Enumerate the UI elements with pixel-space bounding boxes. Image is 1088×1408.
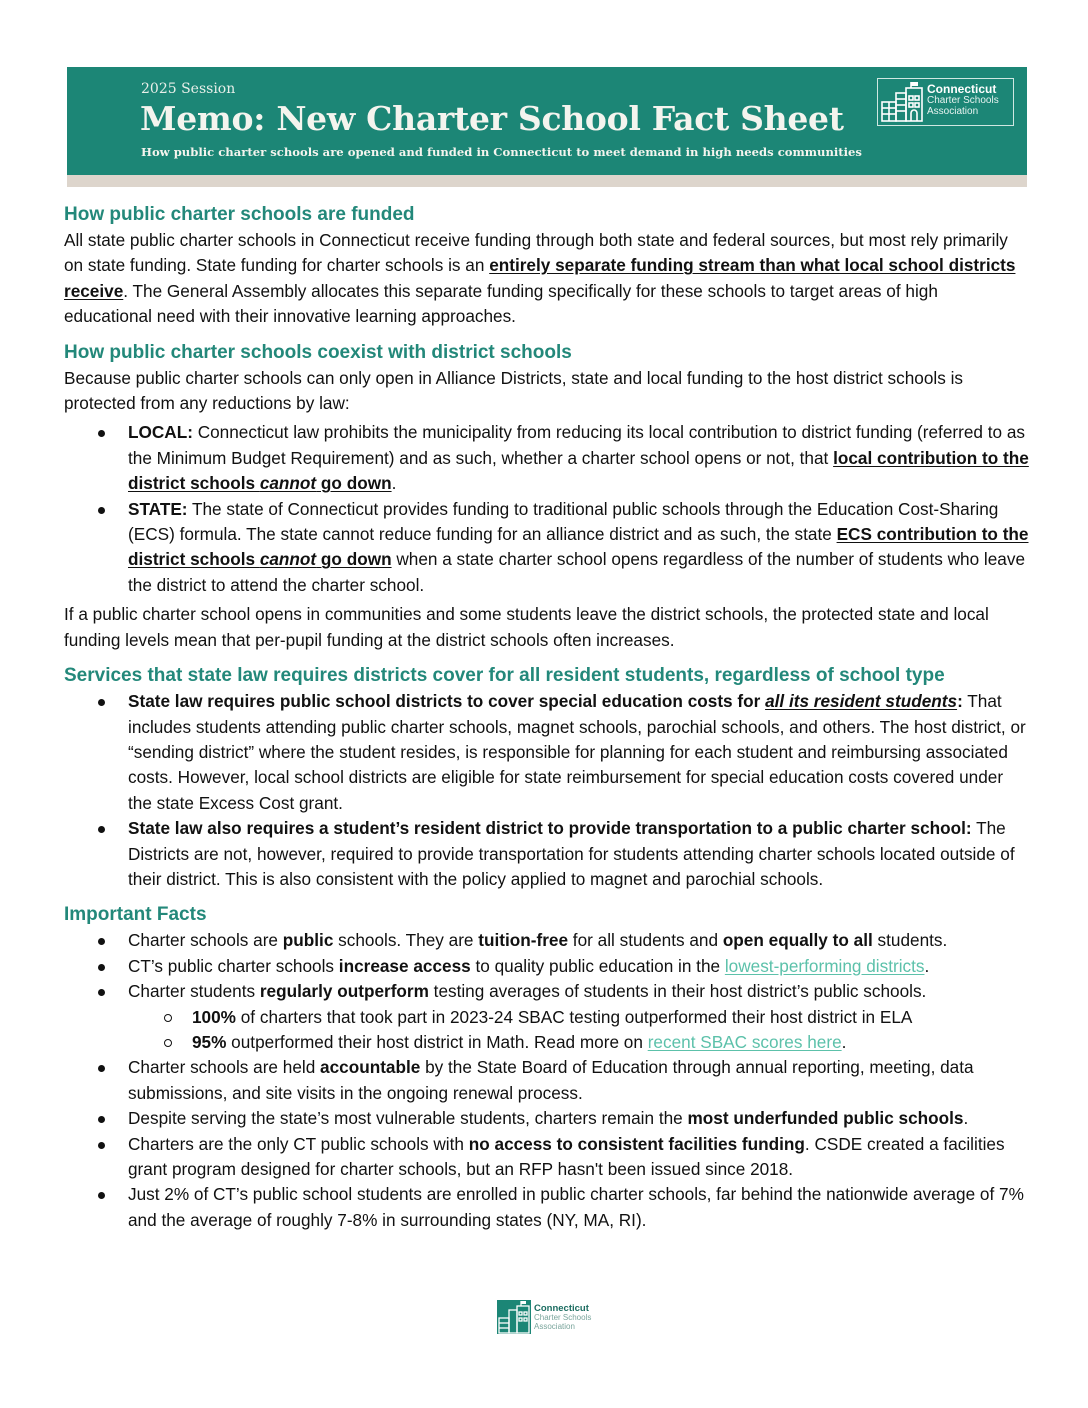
text: when a state charter school opens regardless of the number of students who leave the district to attend the charter school.: [128, 549, 1026, 595]
paragraph: [64, 228, 1029, 330]
list-item: [64, 420, 1029, 496]
lowest-performing-districts-link[interactable]: lowest-performing districts: [724, 955, 925, 976]
memo-body: [64, 202, 1029, 1243]
list-item: Despite serving the state’s most vulnerable students, charters remain the most underfunded public schools.: [64, 1106, 1029, 1131]
list-item: [64, 816, 1029, 892]
sub-list-item: 95% outperformed their host district in Math. Read more on recent SBAC scores here.: [64, 1030, 1029, 1055]
footer-logo-line-2: Charter Schools: [534, 1313, 592, 1322]
paragraph: Because public charter schools can only open in Alliance Districts, state and local funding to the host district schools is protected from any reductions by law:: [64, 367, 964, 414]
page-subtitle: How public charter schools are opened and funded in Connecticut to meet demand in high needs communities: [141, 145, 862, 159]
school-building-icon: [497, 1300, 531, 1334]
section-facts: [64, 902, 1029, 1233]
bullet-list: [64, 928, 1029, 1233]
list-item: Charter schools are public schools. They are tuition-free for all students and open equally to all students.: [64, 928, 1029, 953]
bullet-list: [64, 689, 1029, 892]
emphasis: all its resident students: [765, 691, 958, 712]
emphasis: entirely separate funding stream than what local school districts receive: [64, 255, 1016, 301]
paragraph: If a public charter school opens in communities and some students leave the district schools, the protected state and local funding levels mean that per-pupil funding at the district schools often increases.: [64, 604, 989, 650]
label: State law requires public school districts to cover special education costs for: [128, 691, 766, 712]
emphasis: local contribution to the district schools cannot go down: [128, 447, 1029, 494]
list-item: Charter schools are held accountable by the State Board of Education through annual reporting, meeting, data submissions, and site visits in the ongoing renewal process.: [64, 1055, 1029, 1106]
logo-line-1: Connecticut: [927, 82, 997, 96]
sbac-scores-link[interactable]: recent SBAC scores here: [647, 1031, 842, 1052]
section-heading: Important Facts: [64, 904, 207, 926]
section-coexist: [64, 340, 1029, 653]
session-label: 2025 Session: [141, 81, 236, 97]
logo-line-2: Charter Schools: [927, 95, 999, 106]
header-banner: [67, 67, 1027, 175]
emphasis: ECS contribution to the district schools cannot go down: [128, 524, 1029, 570]
text: The state of Connecticut provides funding to traditional public schools through the Education Cost-Sharing (ECS) formula. The state cannot reduce funding for an alliance district and as such, the state: [128, 498, 999, 545]
footer-logo-line-3: Association: [534, 1322, 575, 1331]
text: Connecticut law prohibits the municipality from reducing its local contribution to district funding (referred to as the Minimum Budget Requirement) and as such, whether a charter school opens or not, that: [128, 422, 1025, 468]
header-divider: [67, 175, 1027, 187]
list-item: CT’s public charter schools increase access to quality public education in the lowest-performing districts.: [64, 954, 1029, 979]
label: LOCAL:: [128, 422, 193, 443]
association-logo: [877, 78, 1014, 126]
label: State law also requires a student’s resident district to provide transportation to a public charter school:: [128, 818, 972, 839]
list-item: Just 2% of CT’s public school students are enrolled in public charter schools, far behind the nationwide average of 7% and the average of roughly 7-8% in surrounding states (NY, MA, RI).: [64, 1182, 1029, 1233]
text: That includes students attending public charter schools, magnet schools, parochial schools, and others. The host district, or “sending district” where the student resides, is responsible for planning for each student and reimbursing associated costs. However, local school districts are eligible for state reimbursement for special education costs covered under the state Excess Cost grant.: [128, 691, 1026, 813]
text: The Districts are not, however, required to provide transportation for students attending charter schools located outside of their district. This is also consistent with the policy applied to magnet and parochial schools.: [128, 818, 1015, 889]
label: STATE:: [128, 498, 188, 519]
page-title: Memo: New Charter School Fact Sheet: [140, 99, 844, 138]
list-item: Charters are the only CT public schools with no access to consistent facilities funding. CSDE created a facilities grant program designed for charter schools, but an RFP hasn't been issued since 2018.: [64, 1132, 1029, 1183]
sub-list-item: 100% of charters that took part in 2023-24 SBAC testing outperformed their host district in ELA: [64, 1005, 1029, 1030]
footer-logo: [497, 1300, 592, 1336]
school-building-icon: [881, 82, 923, 122]
section-heading: How public charter schools are funded: [64, 204, 415, 225]
text: . The General Assembly allocates this separate funding specifically for these schools to target areas of high educational need with their innovative learning approaches.: [64, 280, 938, 327]
section-services: [64, 663, 1029, 892]
section-heading: How public charter schools coexist with district schools: [64, 341, 572, 363]
list-item: Charter students regularly outperform testing averages of students in their host district’s public schools.: [64, 979, 1029, 1004]
text: .: [391, 473, 397, 494]
section-funding: [64, 202, 1029, 330]
list-item: State law requires public school districts to cover special education costs for all its resident students: That includes students attending public charter schools, magnet schools, parochial schools, and others. The host district, or “sending district” where the student resides, is responsible for planning for each student and reimbursing associated costs. However, local school districts are eligible for state reimbursement for special education costs covered under the state Excess Cost grant.: [64, 689, 1029, 816]
logo-line-3: Association: [927, 106, 979, 117]
list-item: [64, 497, 1029, 599]
text: All state public charter schools in Connecticut receive funding through both state and federal sources, but most rely primarily on state funding. State funding for charter schools is an: [64, 230, 1008, 276]
footer-logo-line-1: Connecticut: [534, 1303, 589, 1314]
bullet-list: [64, 420, 1029, 598]
section-heading: Services that state law requires districts cover for all resident students, regardless of school type: [64, 665, 945, 687]
